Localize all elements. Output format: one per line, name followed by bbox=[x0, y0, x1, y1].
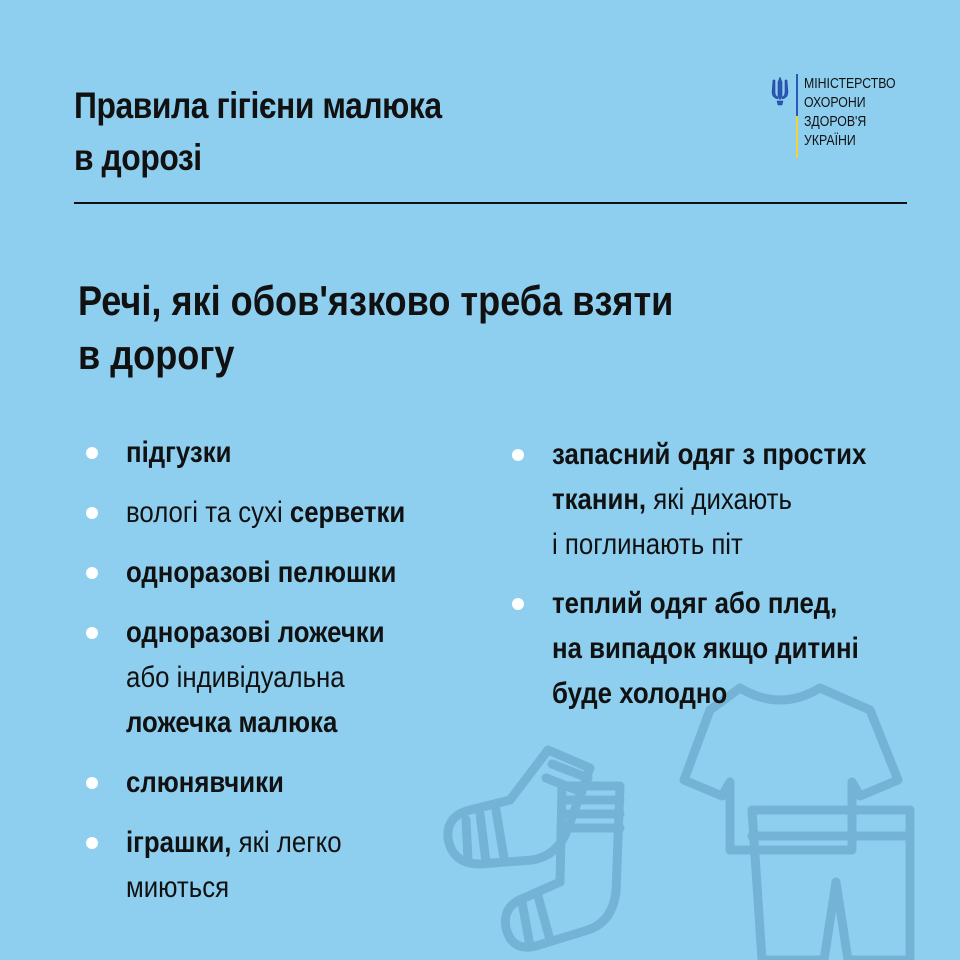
item-text-line-3: ложечка малюка bbox=[126, 706, 338, 739]
logo-line-2: ОХОРОНИ bbox=[804, 94, 866, 111]
logo-line-3: ЗДОРОВ'Я bbox=[804, 113, 867, 130]
bullet-icon bbox=[86, 447, 98, 459]
item-text-line-3: і поглинають піт bbox=[552, 528, 743, 561]
subtitle-line-2: в дорогу bbox=[78, 331, 235, 378]
list-item-spoons bbox=[82, 610, 502, 745]
trident-icon bbox=[770, 76, 790, 106]
left-items-list bbox=[82, 430, 502, 925]
list-item-napkins bbox=[82, 490, 502, 535]
item-text-line-2: на випадок якщо дитині bbox=[552, 632, 859, 665]
item-text-line-1: запасний одяг з простих bbox=[552, 438, 867, 471]
item-text: слюнявчики bbox=[126, 766, 284, 799]
item-text-bold: іграшки, bbox=[126, 826, 232, 859]
ministry-logo bbox=[770, 74, 916, 158]
bullet-icon bbox=[86, 627, 98, 639]
item-text: які легко bbox=[231, 826, 342, 859]
bullet-icon bbox=[512, 449, 524, 461]
item-text-line-2: або індивідуальна bbox=[126, 661, 345, 694]
subtitle-line-1: Речі, які обов'язково треба взяти bbox=[78, 277, 674, 324]
item-text: які дихають bbox=[646, 483, 792, 516]
bullet-icon bbox=[86, 837, 98, 849]
logo-divider bbox=[796, 74, 798, 158]
item-text-line-3: буде холодно bbox=[552, 677, 728, 710]
section-heading bbox=[78, 274, 673, 382]
right-items-list bbox=[508, 432, 948, 730]
list-item-bibs bbox=[82, 760, 502, 805]
page-title bbox=[74, 80, 442, 184]
bullet-icon bbox=[86, 777, 98, 789]
list-item-disposable-sheets bbox=[82, 550, 502, 595]
logo-line-1: МІНІСТЕРСТВО bbox=[804, 75, 896, 92]
bullet-icon bbox=[86, 507, 98, 519]
title-line-2: в дорозі bbox=[74, 137, 202, 178]
item-text-line-2: миються bbox=[126, 871, 230, 904]
item-text-line-1: одноразові ложечки bbox=[126, 616, 385, 649]
list-item-toys bbox=[82, 820, 502, 910]
bullet-icon bbox=[512, 598, 524, 610]
item-text-bold: тканин, bbox=[552, 483, 647, 516]
item-text: вологі та сухі bbox=[126, 496, 290, 529]
item-text-bold: серветки bbox=[289, 496, 406, 529]
list-item-warm-clothes bbox=[508, 581, 948, 716]
logo-text bbox=[804, 74, 896, 150]
item-text-line-1: теплий одяг або плед, bbox=[552, 587, 838, 620]
title-line-1: Правила гігієни малюка bbox=[74, 85, 442, 126]
item-text: одноразові пелюшки bbox=[126, 556, 397, 589]
logo-line-4: УКРАЇНИ bbox=[804, 132, 856, 149]
bullet-icon bbox=[86, 567, 98, 579]
list-item-spare-clothes bbox=[508, 432, 948, 567]
item-text: підгузки bbox=[126, 436, 232, 469]
header-divider bbox=[74, 202, 907, 204]
list-item-diapers bbox=[82, 430, 502, 475]
